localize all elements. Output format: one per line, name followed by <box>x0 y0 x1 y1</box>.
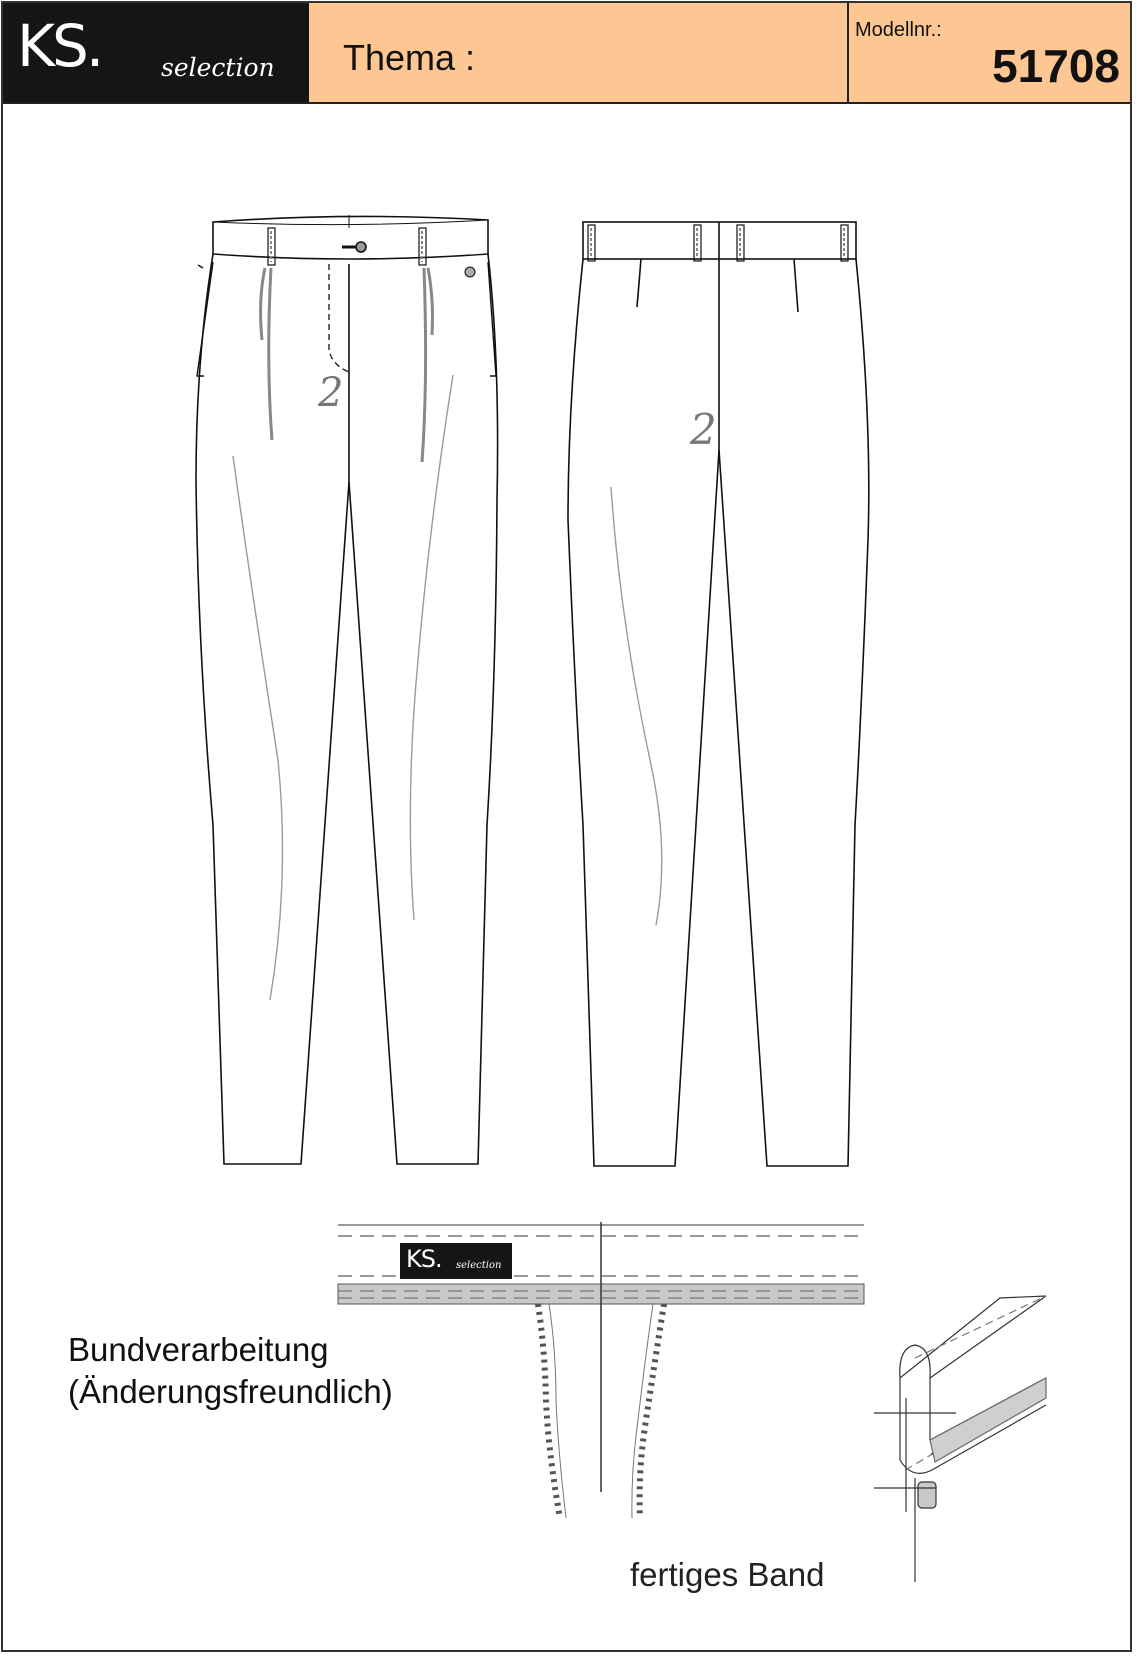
front-waistband <box>213 216 488 259</box>
detail-overlock-right <box>640 1304 664 1518</box>
model-number-label: Modellnr.: <box>855 19 942 41</box>
front-pleat-right <box>428 268 433 335</box>
detail-caption-title: Bundverarbeitung <box>68 1331 329 1368</box>
back-crease-left <box>611 487 662 925</box>
logo-main-text: KS. <box>17 12 102 80</box>
detail-caption-subtitle: (Änderungsfreundlich) <box>68 1373 393 1410</box>
logo-sub-text: selection <box>161 53 275 82</box>
front-size-mark: 2 <box>318 370 344 416</box>
front-pleat-left <box>261 268 265 340</box>
detail-logo-label <box>400 1243 512 1279</box>
model-number-value: 51708 <box>992 40 1120 92</box>
detail-caption-finished-band: fertiges Band <box>630 1556 825 1593</box>
front-leg-right <box>349 254 498 1164</box>
trousers-back-view <box>568 222 869 1166</box>
back-leg-right <box>719 259 869 1166</box>
front-crease-right <box>410 375 453 920</box>
theme-label: Thema : <box>343 37 476 78</box>
front-fly-stitch <box>329 264 349 372</box>
front-crease-left <box>233 456 283 1000</box>
back-size-mark: 2 <box>690 405 717 454</box>
front-button <box>356 242 366 252</box>
detail-logo-main: KS. <box>406 1245 442 1273</box>
front-pocket-right <box>488 262 496 376</box>
back-dart-right <box>794 259 798 312</box>
detail-logo-sub: selection <box>456 1260 502 1271</box>
back-dart-left <box>637 259 641 307</box>
front-pocket-left <box>197 262 213 376</box>
detail-band-3d <box>874 1296 1046 1582</box>
back-leg-left <box>568 259 719 1166</box>
trousers-front-view <box>196 215 498 1164</box>
